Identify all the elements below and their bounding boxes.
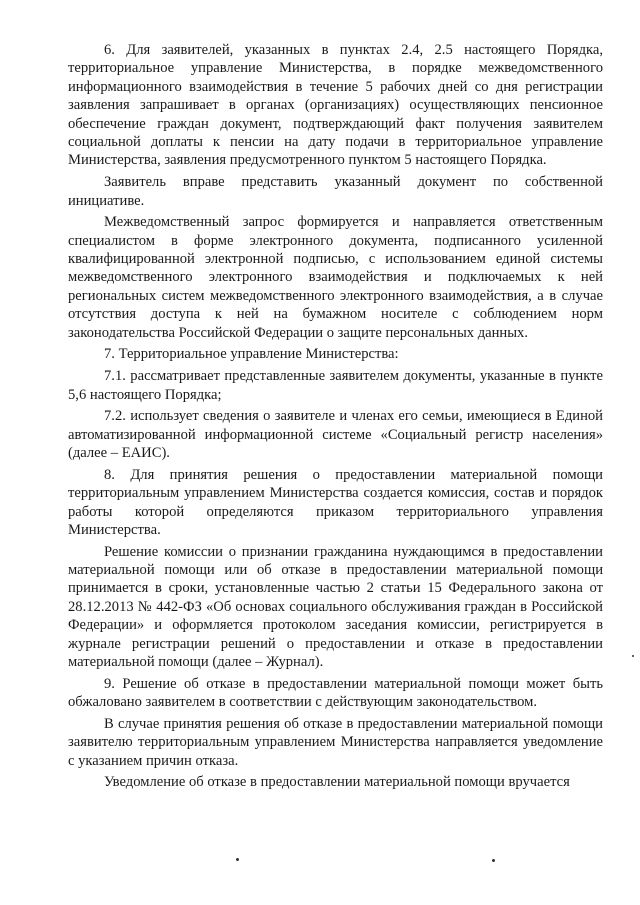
scan-speck bbox=[632, 655, 634, 657]
paragraph-8: 8. Для принятия решения о предоставлении материальной помощи территориальным управлением Министерства создается комиссия, состав и порядок работы которой определяются приказом территориального управления Министерства. bbox=[68, 466, 603, 538]
scan-speck bbox=[492, 859, 495, 862]
paragraph-7-1: 7.1. рассматривает представленные заявителем документы, указанные в пункте 5,6 настоящего Порядка; bbox=[68, 368, 603, 403]
paragraph-6: 6. Для заявителей, указанных в пунктах 2.4, 2.5 настоящего Порядка, территориальное управление Министерства, в порядке межведомственного информационного взаимодействия в течение 5 рабочих дней со дня регистрации заявления запрашивает в органах (организациях) осуществляющих пенсионное обеспечение граждан документ, подтверждающий факт получения заявителем социальной доплаты к пенсии на дату подачи в территориальное управление Министерства, заявления предусмотренного пунктом 5 настоящего Порядка. bbox=[68, 42, 603, 169]
paragraph-commission-decision: Решение комиссии о признании гражданина нуждающимся в предоставлении материальной помощи или об отказе в предоставлении материальной помощи принимается в сроки, установленные частью 2 статьи 15 Федерального закона от 28.12.2013 № 442-ФЗ «Об основах социального обслуживания граждан в Российской Федерации» и оформляется протоколом заседания комиссии, регистрируется в журнале регистрации решений о предоставлении и отказе в предоставлении материальной помощи (далее – Журнал). bbox=[68, 543, 603, 671]
paragraph-7-2: 7.2. использует сведения о заявителе и членах его семьи, имеющиеся в Единой автоматизированной информационной системе «Социальный регистр населения» (далее – ЕАИС). bbox=[68, 408, 603, 462]
document-body bbox=[68, 41, 603, 795]
paragraph-notice-delivery: Уведомление об отказе в предоставлении материальной помощи вручается bbox=[104, 774, 570, 791]
paragraph-interagency-request: Межведомственный запрос формируется и направляется ответственным специалистом в форме электронного документа, подписанного усиленной квалифицированной электронной подписью, с использованием единой системы межведомственного электронного взаимодействия и подключаемых к ней региональных систем межведомственного электронного взаимодействия, а в случае отсутствия доступа к ней на бумажном носителе с соблюдением норм законодательства Российской Федерации о защите персональных данных. bbox=[68, 214, 603, 341]
paragraph-9: 9. Решение об отказе в предоставлении материальной помощи может быть обжаловано заявителем в соответствии с действующим законодательством. bbox=[68, 675, 603, 711]
paragraph-7: 7. Территориальное управление Министерства: bbox=[104, 346, 399, 363]
paragraph-applicant-right: Заявитель вправе представить указанный документ по собственной инициативе. bbox=[68, 174, 603, 209]
paragraph-refusal-notice: В случае принятия решения об отказе в предоставлении материальной помощи заявителю территориальным управлением Министерства направляется уведомление с указанием причин отказа. bbox=[68, 715, 603, 769]
scan-speck bbox=[236, 858, 239, 861]
